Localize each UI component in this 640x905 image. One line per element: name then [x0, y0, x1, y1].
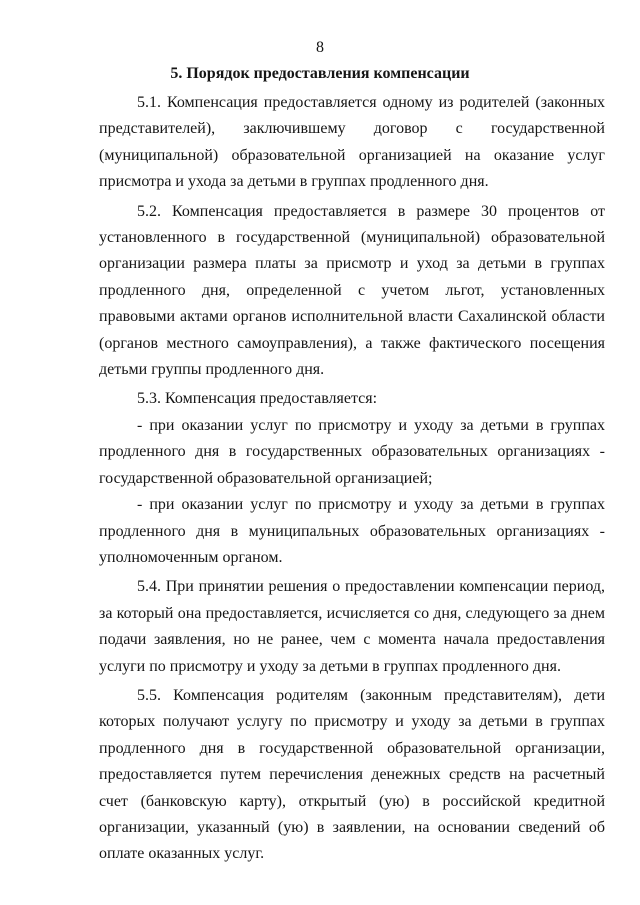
section-heading: 5. Порядок предоставления компенсации — [170, 65, 470, 82]
paragraph-5-3-item-1: - при оказании услуг по присмотру и уходу за детьми в группах продленного дня в государственных образовательных организациях - государственной образовательной организацией; — [99, 416, 605, 487]
paragraph-5-3: 5.3. Компенсация предоставляется: — [137, 390, 378, 408]
section-body — [99, 90, 605, 868]
page-number: 8 — [316, 39, 324, 56]
paragraph-5-3-item-2: - при оказании услуг по присмотру и уходу за детьми в группах продленного дня в муниципальных образовательных организациях - уполномоченным органом. — [99, 496, 605, 566]
paragraph-5-1: 5.1. Компенсация предоставляется одному из родителей (законных представителей), заключившему договор с государственной (муниципальной) образовательной организацией на оказание услуг присмотра и ухода за детьми в группах продленного дня. — [99, 94, 605, 191]
paragraph-5-4: 5.4. При принятии решения о предоставлении компенсации период, за который она предоставляется, исчисляется со дня, следующего за днем подачи заявления, но не ранее, чем с момента начала предоставления услуги по присмотру и уходу за детьми в группах продленного дня. — [99, 578, 605, 675]
paragraph-5-5: 5.5. Компенсация родителям (законным представителям), дети которых получают услугу по присмотру и уходу за детьми в группах продленного дня в государственной образовательной организации, предоставляется путем перечисления денежных средств на расчетный счет (банковскую карту), открытый (ую) в российской кредитной организации, указанный (ую) в заявлении, на основании сведений об оплате оказанных услуг. — [99, 686, 605, 863]
paragraph-5-2: 5.2. Компенсация предоставляется в размере 30 процентов от установленного в государственной (муниципальной) образовательной организации размера платы за присмотр и уход за детьми в группах продленного дня, определенной с учетом льгот, установленных правовыми актами органов исполнительной власти Сахалинской области (органов местного самоуправления), а также фактического посещения детьми группы продленного дня. — [99, 202, 605, 379]
